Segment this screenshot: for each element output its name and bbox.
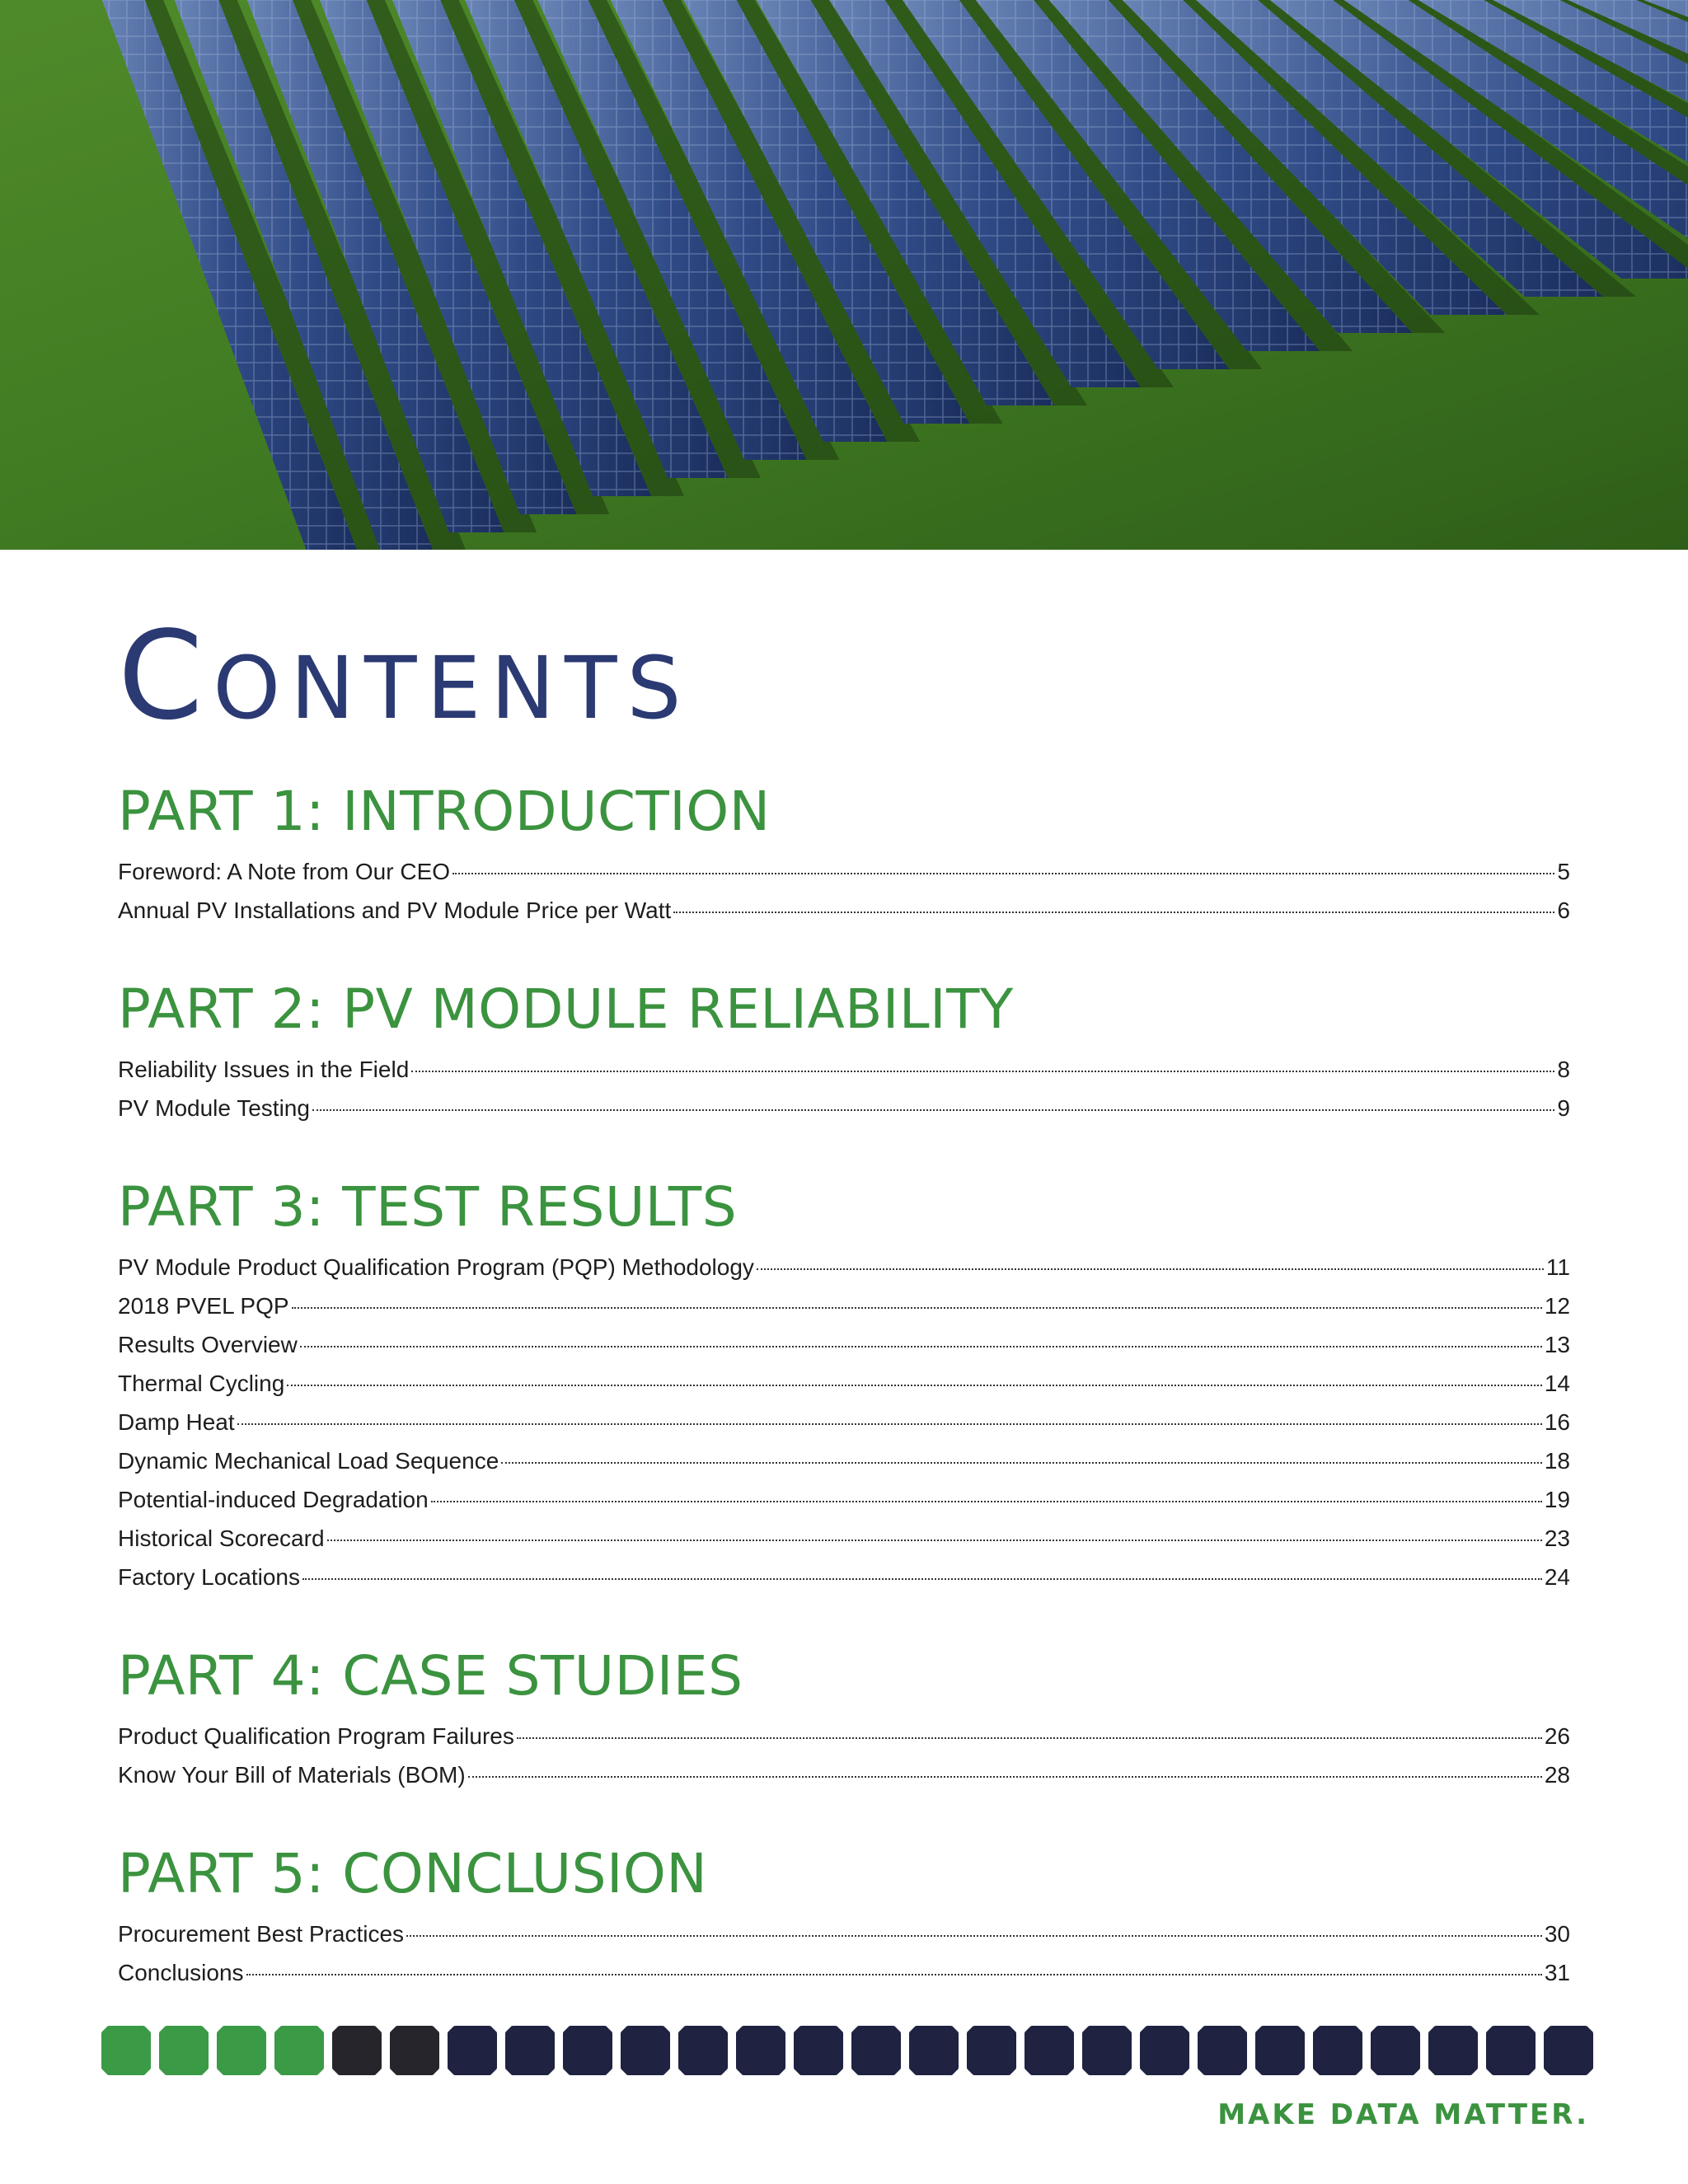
dot-leader	[452, 873, 1554, 874]
footer-block	[1255, 2026, 1305, 2075]
dot-leader	[673, 912, 1554, 913]
toc-entry-page: 13	[1544, 1332, 1570, 1357]
footer-block	[1198, 2026, 1247, 2075]
toc-entry-page: 19	[1544, 1487, 1570, 1512]
footer-block	[563, 2026, 612, 2075]
toc-entry[interactable]	[118, 1403, 1570, 1441]
footer-block	[217, 2026, 266, 2075]
toc-entry-label: Conclusions	[118, 1960, 244, 1985]
footer-block	[678, 2026, 728, 2075]
toc-entry[interactable]	[118, 891, 1570, 930]
table-of-contents	[118, 775, 1570, 1992]
toc-entry-label: Factory Locations	[118, 1564, 300, 1590]
toc-part-4	[118, 1639, 1570, 1794]
part-heading: PART 4: CASE STUDIES	[118, 1644, 743, 1708]
dot-leader	[300, 1346, 1542, 1347]
toc-entry[interactable]	[118, 1915, 1570, 1953]
footer-block	[967, 2026, 1016, 2075]
toc-entry[interactable]	[118, 1248, 1570, 1286]
dot-leader	[292, 1307, 1542, 1309]
toc-entry[interactable]	[118, 1519, 1570, 1558]
dot-leader	[287, 1385, 1542, 1386]
dot-leader	[411, 1071, 1554, 1072]
toc-entry-label: PV Module Product Qualification Program (PQP) Methodology	[118, 1254, 754, 1280]
footer-block	[505, 2026, 555, 2075]
toc-entry-page: 23	[1544, 1526, 1570, 1551]
footer-block	[736, 2026, 785, 2075]
footer-tagline: MAKE DATA MATTER.	[1217, 2098, 1589, 2131]
footer-block	[1544, 2026, 1593, 2075]
dot-leader	[468, 1776, 1542, 1778]
toc-entry-page: 31	[1544, 1960, 1570, 1985]
toc-entry-page: 6	[1557, 898, 1570, 923]
dot-leader	[501, 1462, 1542, 1464]
toc-entry-label: Annual PV Installations and PV Module Price per Watt	[118, 898, 672, 923]
toc-entry[interactable]	[118, 1364, 1570, 1403]
toc-entry-page: 18	[1544, 1448, 1570, 1474]
toc-entry[interactable]	[118, 1325, 1570, 1364]
toc-entry-page: 11	[1545, 1254, 1570, 1280]
toc-entry-label: Historical Scorecard	[118, 1526, 325, 1551]
dot-leader	[246, 1974, 1542, 1975]
toc-entry[interactable]	[118, 1480, 1570, 1519]
dot-leader	[431, 1501, 1542, 1502]
dot-leader	[406, 1935, 1542, 1937]
toc-entry-label: Results Overview	[118, 1332, 298, 1357]
part-heading: PART 1: INTRODUCTION	[118, 780, 771, 843]
footer-block	[621, 2026, 670, 2075]
dot-leader	[237, 1423, 1542, 1425]
footer-block	[1486, 2026, 1536, 2075]
part-heading: PART 2: PV MODULE RELIABILITY	[118, 977, 1014, 1041]
hero-solar-field-image	[0, 0, 1688, 550]
toc-entry-page: 30	[1544, 1921, 1570, 1947]
dot-leader	[312, 1109, 1554, 1111]
footer-block	[101, 2026, 151, 2075]
toc-entry[interactable]	[118, 1953, 1570, 1992]
footer-block	[794, 2026, 843, 2075]
toc-entry[interactable]	[118, 1441, 1570, 1480]
toc-entry-page: 24	[1544, 1564, 1570, 1590]
footer-block	[1428, 2026, 1478, 2075]
dot-leader	[757, 1268, 1544, 1270]
footer-block	[909, 2026, 959, 2075]
footer-block-strip	[101, 2026, 1593, 2075]
footer-block	[1313, 2026, 1362, 2075]
toc-entry-label: 2018 PVEL PQP	[118, 1293, 289, 1319]
dot-leader	[517, 1737, 1542, 1739]
part-heading: PART 5: CONCLUSION	[118, 1842, 708, 1905]
toc-entry[interactable]	[118, 1286, 1570, 1325]
toc-entry-label: Dynamic Mechanical Load Sequence	[118, 1448, 499, 1474]
toc-entry[interactable]	[118, 852, 1570, 891]
footer-block	[390, 2026, 439, 2075]
toc-entry[interactable]	[118, 1755, 1570, 1794]
toc-entry-page: 26	[1544, 1723, 1570, 1749]
toc-entry[interactable]	[118, 1050, 1570, 1089]
toc-entry-page: 28	[1544, 1762, 1570, 1788]
toc-entry-label: Damp Heat	[118, 1409, 235, 1435]
toc-entry-label: Potential-induced Degradation	[118, 1487, 429, 1512]
footer-block	[1082, 2026, 1132, 2075]
footer-block	[332, 2026, 382, 2075]
footer-block	[1025, 2026, 1074, 2075]
toc-entry-page: 9	[1557, 1095, 1570, 1121]
toc-entry[interactable]	[118, 1089, 1570, 1127]
toc-part-5	[118, 1837, 1570, 1992]
page-title: Contents	[118, 605, 692, 747]
toc-entry-label: Reliability Issues in the Field	[118, 1057, 410, 1082]
toc-entry-label: Product Qualification Program Failures	[118, 1723, 514, 1749]
footer-block	[159, 2026, 209, 2075]
toc-entry[interactable]	[118, 1717, 1570, 1755]
footer-block	[1140, 2026, 1189, 2075]
toc-entry-label: Foreword: A Note from Our CEO	[118, 859, 451, 884]
toc-entry-page: 8	[1557, 1057, 1570, 1082]
toc-entry-page: 5	[1557, 859, 1570, 884]
dot-leader	[327, 1540, 1542, 1541]
footer-block	[274, 2026, 324, 2075]
toc-entry-page: 16	[1544, 1409, 1570, 1435]
toc-part-1	[118, 775, 1570, 930]
toc-entry[interactable]	[118, 1558, 1570, 1596]
footer-block	[448, 2026, 497, 2075]
solar-field-illustration	[0, 0, 1688, 550]
toc-entry-page: 14	[1544, 1371, 1570, 1396]
footer-block	[1371, 2026, 1420, 2075]
toc-entry-label: Thermal Cycling	[118, 1371, 285, 1396]
dot-leader	[302, 1578, 1542, 1580]
toc-part-3	[118, 1170, 1570, 1596]
toc-entry-label: PV Module Testing	[118, 1095, 310, 1121]
footer-block	[851, 2026, 901, 2075]
toc-part-2	[118, 972, 1570, 1127]
toc-entry-label: Know Your Bill of Materials (BOM)	[118, 1762, 466, 1788]
toc-entry-page: 12	[1544, 1293, 1570, 1319]
toc-entry-label: Procurement Best Practices	[118, 1921, 405, 1947]
part-heading: PART 3: TEST RESULTS	[118, 1175, 738, 1239]
